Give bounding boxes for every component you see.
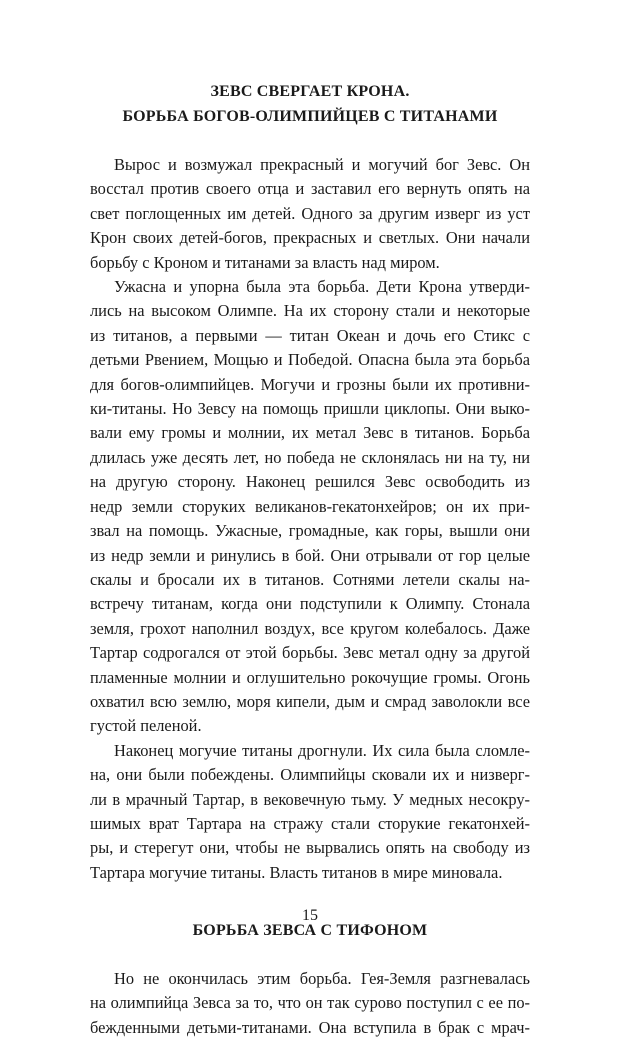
text-line: бежденными детьми-титанами. Она вступила в брак с мрач-	[90, 1017, 530, 1037]
text-line: Ужасна и упорна была эта борьба. Дети Крона утверди-	[114, 277, 530, 297]
text-line: встречу титанам, когда они подступили к Олимпу. Стонала	[90, 594, 530, 614]
text-line: пламенные молнии и оглушительно рокочущие громы. Огонь	[90, 667, 530, 687]
text-line: из недр земли и ринулись в бой. Они отрывали от гор целые	[90, 545, 530, 565]
text-line: ки-титаны. Но Зевсу на помощь пришли циклопы. Они выко-	[90, 399, 530, 419]
section-body	[90, 967, 530, 1040]
text-line: Наконец могучие титаны дрогнули. Их сила была сломле-	[114, 740, 530, 760]
text-line: ли в мрачный Тартар, в вековечную тьму. У медных несокру-	[90, 789, 530, 809]
book-page	[90, 80, 530, 1040]
text-line: для богов-олимпийцев. Могучи и грозны были их противни-	[90, 374, 530, 394]
text-line: из титанов, а первыми — титан Океан и дочь его Стикс с	[90, 325, 530, 345]
paragraph	[90, 153, 530, 275]
chapter-title-line: ЗЕВС СВЕРГАЕТ КРОНА.	[210, 83, 410, 100]
chapter-title-line: БОРЬБА БОГОВ-ОЛИМПИЙЦЕВ С ТИТАНАМИ	[122, 107, 498, 125]
text-line: на, они были побеждены. Олимпийцы сковали их и низверг-	[90, 765, 530, 785]
text-line: вали ему громы и молнии, их метал Зевс в титанов. Борьба	[90, 423, 530, 443]
chapter-title	[90, 80, 530, 129]
text-line: земля, грохот наполнил воздух, все кругом колебалось. Даже	[90, 618, 530, 638]
text-line: скалы и бросали их в титанов. Сотнями летели скалы на-	[90, 569, 530, 589]
text-line: на другую сторону. Наконец решился Зевс освободить из	[90, 472, 530, 492]
text-line: лись на высоком Олимпе. На их сторону стали и некоторые	[90, 301, 530, 321]
text-line: длилась уже десять лет, но победа не склонялась ни на ту, ни	[90, 447, 530, 467]
text-line: Но не окончилась этим борьба. Гея-Земля разгневалась	[114, 968, 530, 988]
text-line: Крон своих детей-богов, прекрасных и светлых. Они начали	[90, 228, 530, 248]
text-line: охватил всю землю, моря кипели, дым и смрад заволокли все	[90, 691, 530, 711]
section-title-line: БОРЬБА ЗЕВСА С ТИФОНОМ	[192, 922, 428, 940]
chapter-body	[90, 153, 530, 885]
text-line: Тартара могучие титаны. Власть титанов в мире миновала.	[90, 862, 503, 882]
text-line: недр земли сторуких великанов-гекатонхейров; он их при-	[90, 496, 530, 516]
text-line: свет поглощенных им детей. Одного за другим изверг из уст	[90, 203, 530, 223]
paragraph	[90, 275, 530, 739]
paragraph	[90, 967, 530, 1040]
text-line: звал на помощь. Ужасные, громадные, как горы, вышли они	[90, 521, 530, 541]
text-line: шимых врат Тартара на стражу стали сторукие гекатонхей-	[90, 813, 530, 833]
text-line: ры, и стерегут они, чтобы не вырвались опять на свободу из	[90, 838, 530, 858]
text-line: Тартар содрогался от этой борьбы. Зевс метал одну за другой	[90, 643, 530, 663]
text-line: восстал против своего отца и заставил его вернуть опять на	[90, 179, 530, 199]
page-number: 15	[302, 907, 318, 924]
paragraph	[90, 739, 530, 885]
text-line: густой пеленой.	[90, 716, 202, 736]
text-line: детьми Рвением, Мощью и Победой. Опасна была эта борьба	[90, 350, 530, 370]
text-line: на олимпийца Зевса за то, что он так сурово поступил с ее по-	[90, 993, 530, 1013]
text-line: борьбу с Кроном и титанами за власть над миром.	[90, 252, 440, 272]
text-line: Вырос и возмужал прекрасный и могучий бог Зевс. Он	[114, 155, 530, 174]
